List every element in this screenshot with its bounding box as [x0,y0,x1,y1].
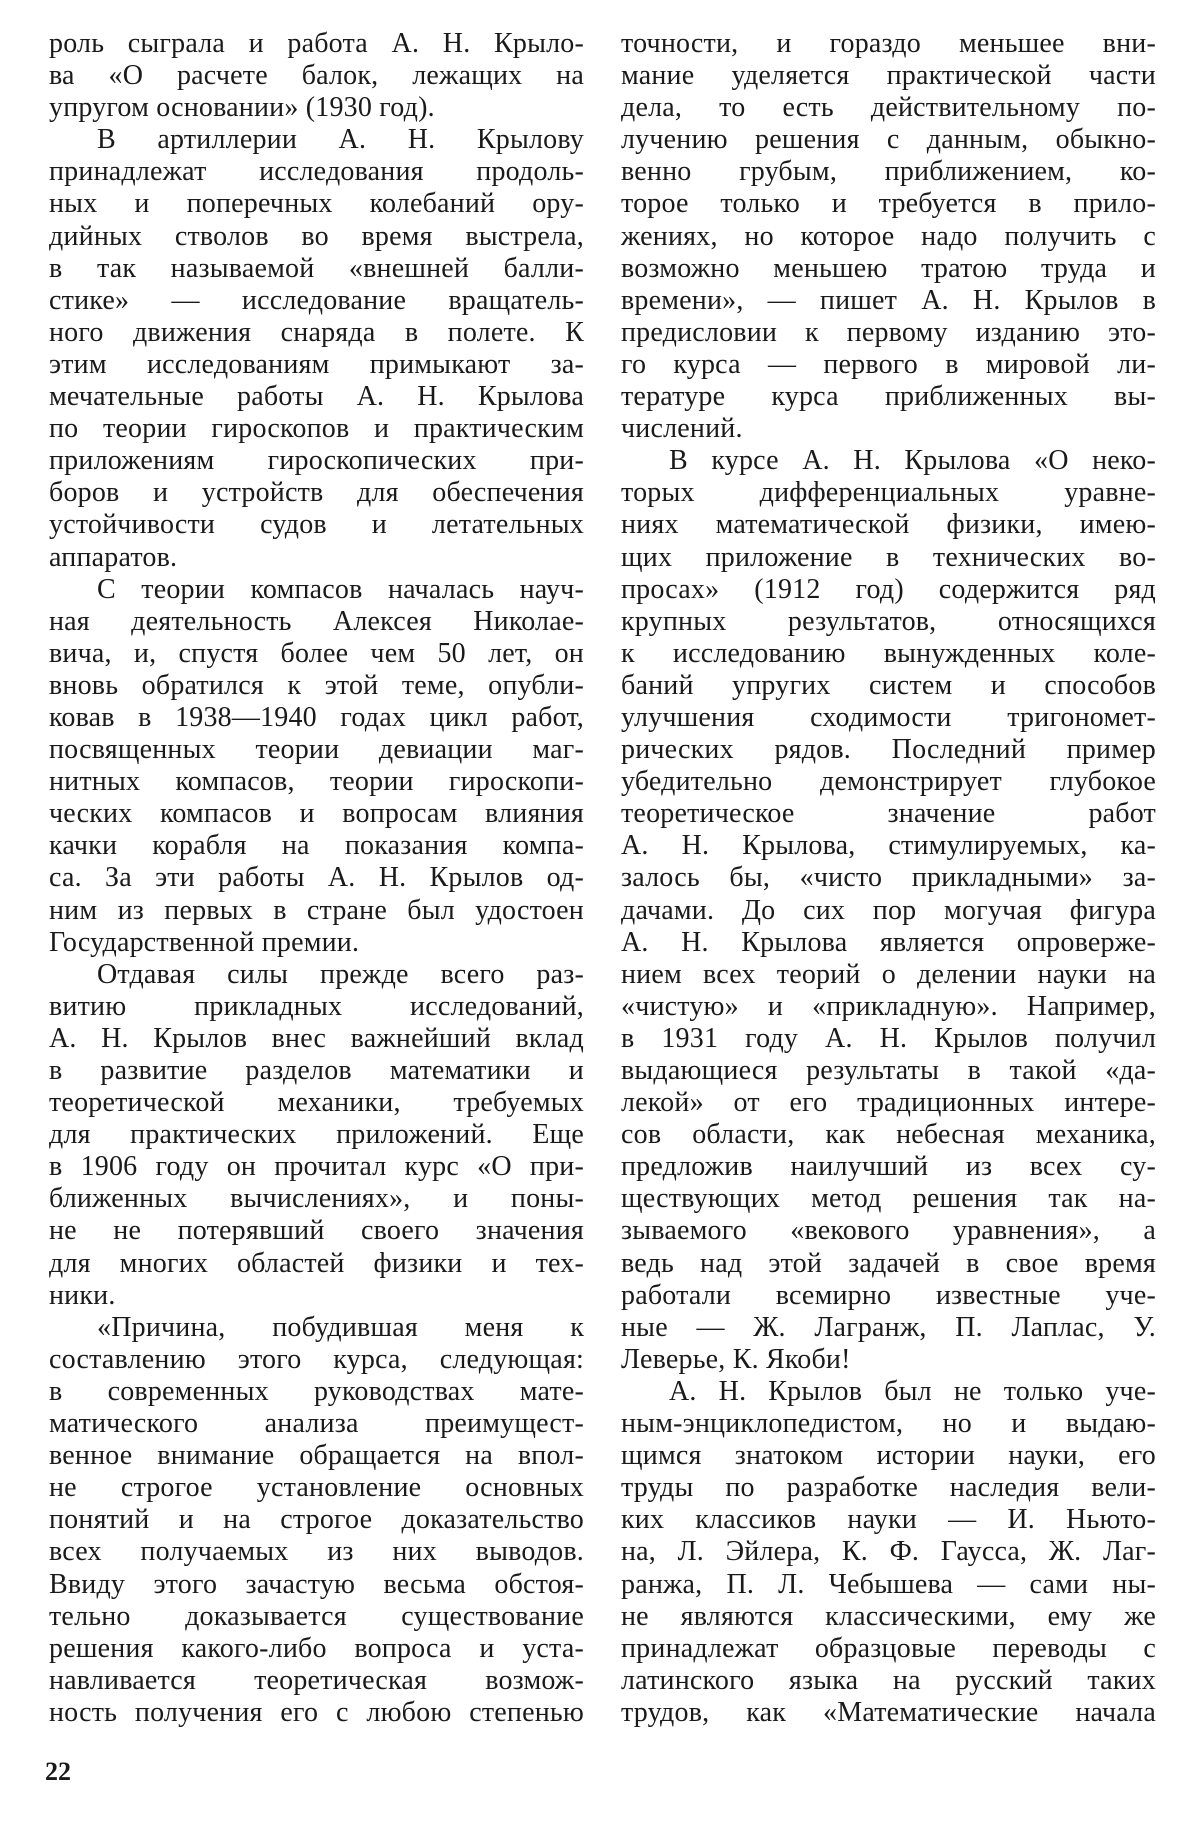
text-line: в современных руководствах мате- [49,1375,584,1407]
text-line: аппаратов. [49,541,178,573]
text-line: ные — Ж. Лагранж, П. Лаплас, У. [621,1311,1156,1343]
text-line: боров и устройств для обеспечения [49,477,584,509]
text-line: труды по разработке наследия вели- [621,1472,1156,1504]
text-line: возможно меньшею тратою труда и [621,252,1156,284]
text-line: Ввиду этого зачастую весьма обстоя- [49,1568,584,1600]
text-line: устойчивости судов и летательных [49,509,584,541]
text-line: рических рядов. Последний пример [621,734,1156,766]
text-line: для многих областей физики и тех- [49,1247,584,1279]
left-column [49,28,584,1729]
text-line: принадлежат исследования продоль- [49,156,584,188]
text-line: не строгое установление основных [49,1472,584,1504]
text-line: в 1931 году А. Н. Крылов получил [621,1022,1156,1054]
text-line: С теории компасов началась науч- [97,573,584,605]
text-line: ники. [49,1279,116,1311]
text-line: крупных результатов, относящихся [621,605,1156,637]
text-line: дийных стволов во время выстрела, [49,220,584,252]
text-line: ных и поперечных колебаний ору- [49,188,584,220]
page-number: 22 [45,1757,71,1786]
text-line: мание уделяется практической части [621,60,1156,92]
text-line: ществующих метод решения так на- [621,1183,1156,1215]
text-line: ва «О расчете балок, лежащих на [49,60,584,92]
text-line: ная деятельность Алексея Николае- [49,605,584,637]
text-line: вича, и, спустя более чем 50 лет, он [49,637,584,669]
text-line: нием всех теорий о делении науки на [621,958,1156,990]
text-line: ближенных вычислениях», и поны- [49,1183,584,1215]
text-line: мечательные работы А. Н. Крылова [49,381,584,413]
text-line: в так называемой «внешней балли- [49,252,584,284]
text-line: «Причина, побудившая меня к [97,1311,584,1343]
text-line: венно грубым, приближением, ко- [621,156,1156,188]
text-line: А. Н. Крылов был не только уче- [669,1375,1156,1407]
text-line: вновь обратился к этой теме, опубли- [49,669,584,701]
text-line: зываемого «векового уравнения», а [621,1215,1156,1247]
text-line: Отдавая силы прежде всего раз- [97,958,584,990]
text-line: тельно доказывается существование [49,1600,584,1632]
text-line: времени», — пишет А. Н. Крылов в [621,284,1156,316]
text-line: решения какого-либо вопроса и уста- [49,1632,584,1664]
text-line: латинского языка на русский таких [621,1664,1156,1696]
text-line: роль сыграла и работа А. Н. Крыло- [49,28,584,59]
text-line: дела, то есть действительному по- [621,92,1156,124]
text-line: стике» — исследование вращатель- [49,284,584,316]
text-line: просах» (1912 год) содержится ряд [621,573,1156,605]
text-line: предисловии к первому изданию это- [621,316,1156,348]
text-line: составлению этого курса, следующая: [49,1343,584,1375]
text-line: выдающиеся результаты в такой «да- [621,1055,1156,1086]
text-line: навливается теоретическая возмож- [49,1664,584,1696]
text-line: приложениям гироскопических при- [49,445,584,477]
text-line: В артиллерии А. Н. Крылову [97,124,584,156]
text-line: щих приложение в технических во- [621,541,1156,573]
text-line: Леверье, К. Якоби! [621,1343,851,1375]
text-line: тературе курса приближенных вы- [621,381,1156,413]
text-line: понятий и на строгое доказательство [49,1504,584,1536]
text-line: В курсе А. Н. Крылова «О неко- [669,445,1156,477]
text-line: этим исследованиям примыкают за- [49,348,584,380]
text-line: ного движения снаряда в полете. К [49,316,584,348]
text-line: предложив наилучший из всех су- [621,1151,1156,1183]
text-line: по теории гироскопов и практическим [49,413,584,445]
text-line: матического анализа преимущест- [49,1408,584,1440]
text-line: работали всемирно известные уче- [621,1279,1156,1311]
text-line: качки корабля на показания компа- [49,830,584,862]
text-line: витию прикладных исследований, [49,990,584,1022]
text-line: ним из первых в стране был удостоен [49,894,584,926]
text-line: улучшения сходимости тригономет- [621,701,1156,733]
text-line: торое только и требуется в прило- [621,188,1156,220]
text-line: нитных компасов, теории гироскопи- [49,766,584,798]
text-line: всех получаемых из них выводов. [49,1536,584,1568]
text-line: дачами. До сих пор могучая фигура [621,894,1156,926]
text-line: ность получения его с любою степенью [49,1696,584,1728]
text-line: упругом основании» (1930 год). [49,92,435,124]
text-line: принадлежат образцовые переводы с [621,1632,1156,1664]
text-line: ческих компасов и вопросам влияния [49,798,584,830]
text-line: «чистую» и «прикладную». Например, [621,990,1156,1022]
text-line: жениях, но которое надо получить с [621,220,1156,252]
text-line: ранжа, П. Л. Чебышева — сами ны- [621,1568,1156,1600]
text-line: теоретической механики, требуемых [49,1087,584,1119]
text-line: А. Н. Крылова, стимулируемых, ка- [621,830,1156,862]
text-line: не являются классическими, ему же [621,1600,1156,1632]
text-line: в 1906 году он прочитал курс «О при- [49,1151,584,1183]
text-line: числений. [621,413,743,445]
text-line: для практических приложений. Еще [49,1119,584,1151]
text-line: ным-энциклопедистом, но и выдаю- [621,1408,1156,1440]
text-line: ниях математической физики, имею- [621,509,1156,541]
text-line: баний упругих систем и способов [621,669,1156,701]
text-line: на, Л. Эйлера, К. Ф. Гаусса, Ж. Лаг- [621,1536,1156,1568]
text-line: сов области, как небесная механика, [621,1119,1156,1151]
text-line: го курса — первого в мировой ли- [621,348,1156,380]
text-line: венное внимание обращается на впол- [49,1440,584,1472]
text-line: торых дифференциальных уравне- [621,477,1156,509]
text-line: в развитие разделов математики и [49,1055,584,1086]
text-line: ведь над этой задачей в свое время [621,1247,1156,1279]
text-line: не не потерявший своего значения [49,1215,584,1247]
text-line: Государственной премии. [49,926,360,958]
text-line: точности, и гораздо меньшее вни- [621,28,1156,59]
text-line: залось бы, «чисто прикладными» за- [621,862,1156,894]
text-line: А. Н. Крылова является опроверже- [621,926,1156,958]
right-column [621,28,1156,1729]
text-line: ких классиков науки — И. Ньюто- [621,1504,1156,1536]
text-line: лучению решения с данным, обыкно- [621,124,1156,156]
text-line: убедительно демонстрирует глубокое [621,766,1156,798]
text-line: лекой» от его традиционных интере- [621,1087,1156,1119]
text-line: са. За эти работы А. Н. Крылов од- [49,862,584,894]
text-line: к исследованию вынужденных коле- [621,637,1156,669]
text-line: теоретическое значение работ [621,798,1156,830]
text-line: ковав в 1938—1940 годах цикл работ, [49,701,584,733]
text-line: трудов, как «Математические начала [621,1696,1156,1728]
text-line: посвященных теории девиации маг- [49,734,584,766]
text-line: А. Н. Крылов внес важнейший вклад [49,1022,584,1054]
text-line: щимся знатоком истории науки, его [621,1440,1156,1472]
